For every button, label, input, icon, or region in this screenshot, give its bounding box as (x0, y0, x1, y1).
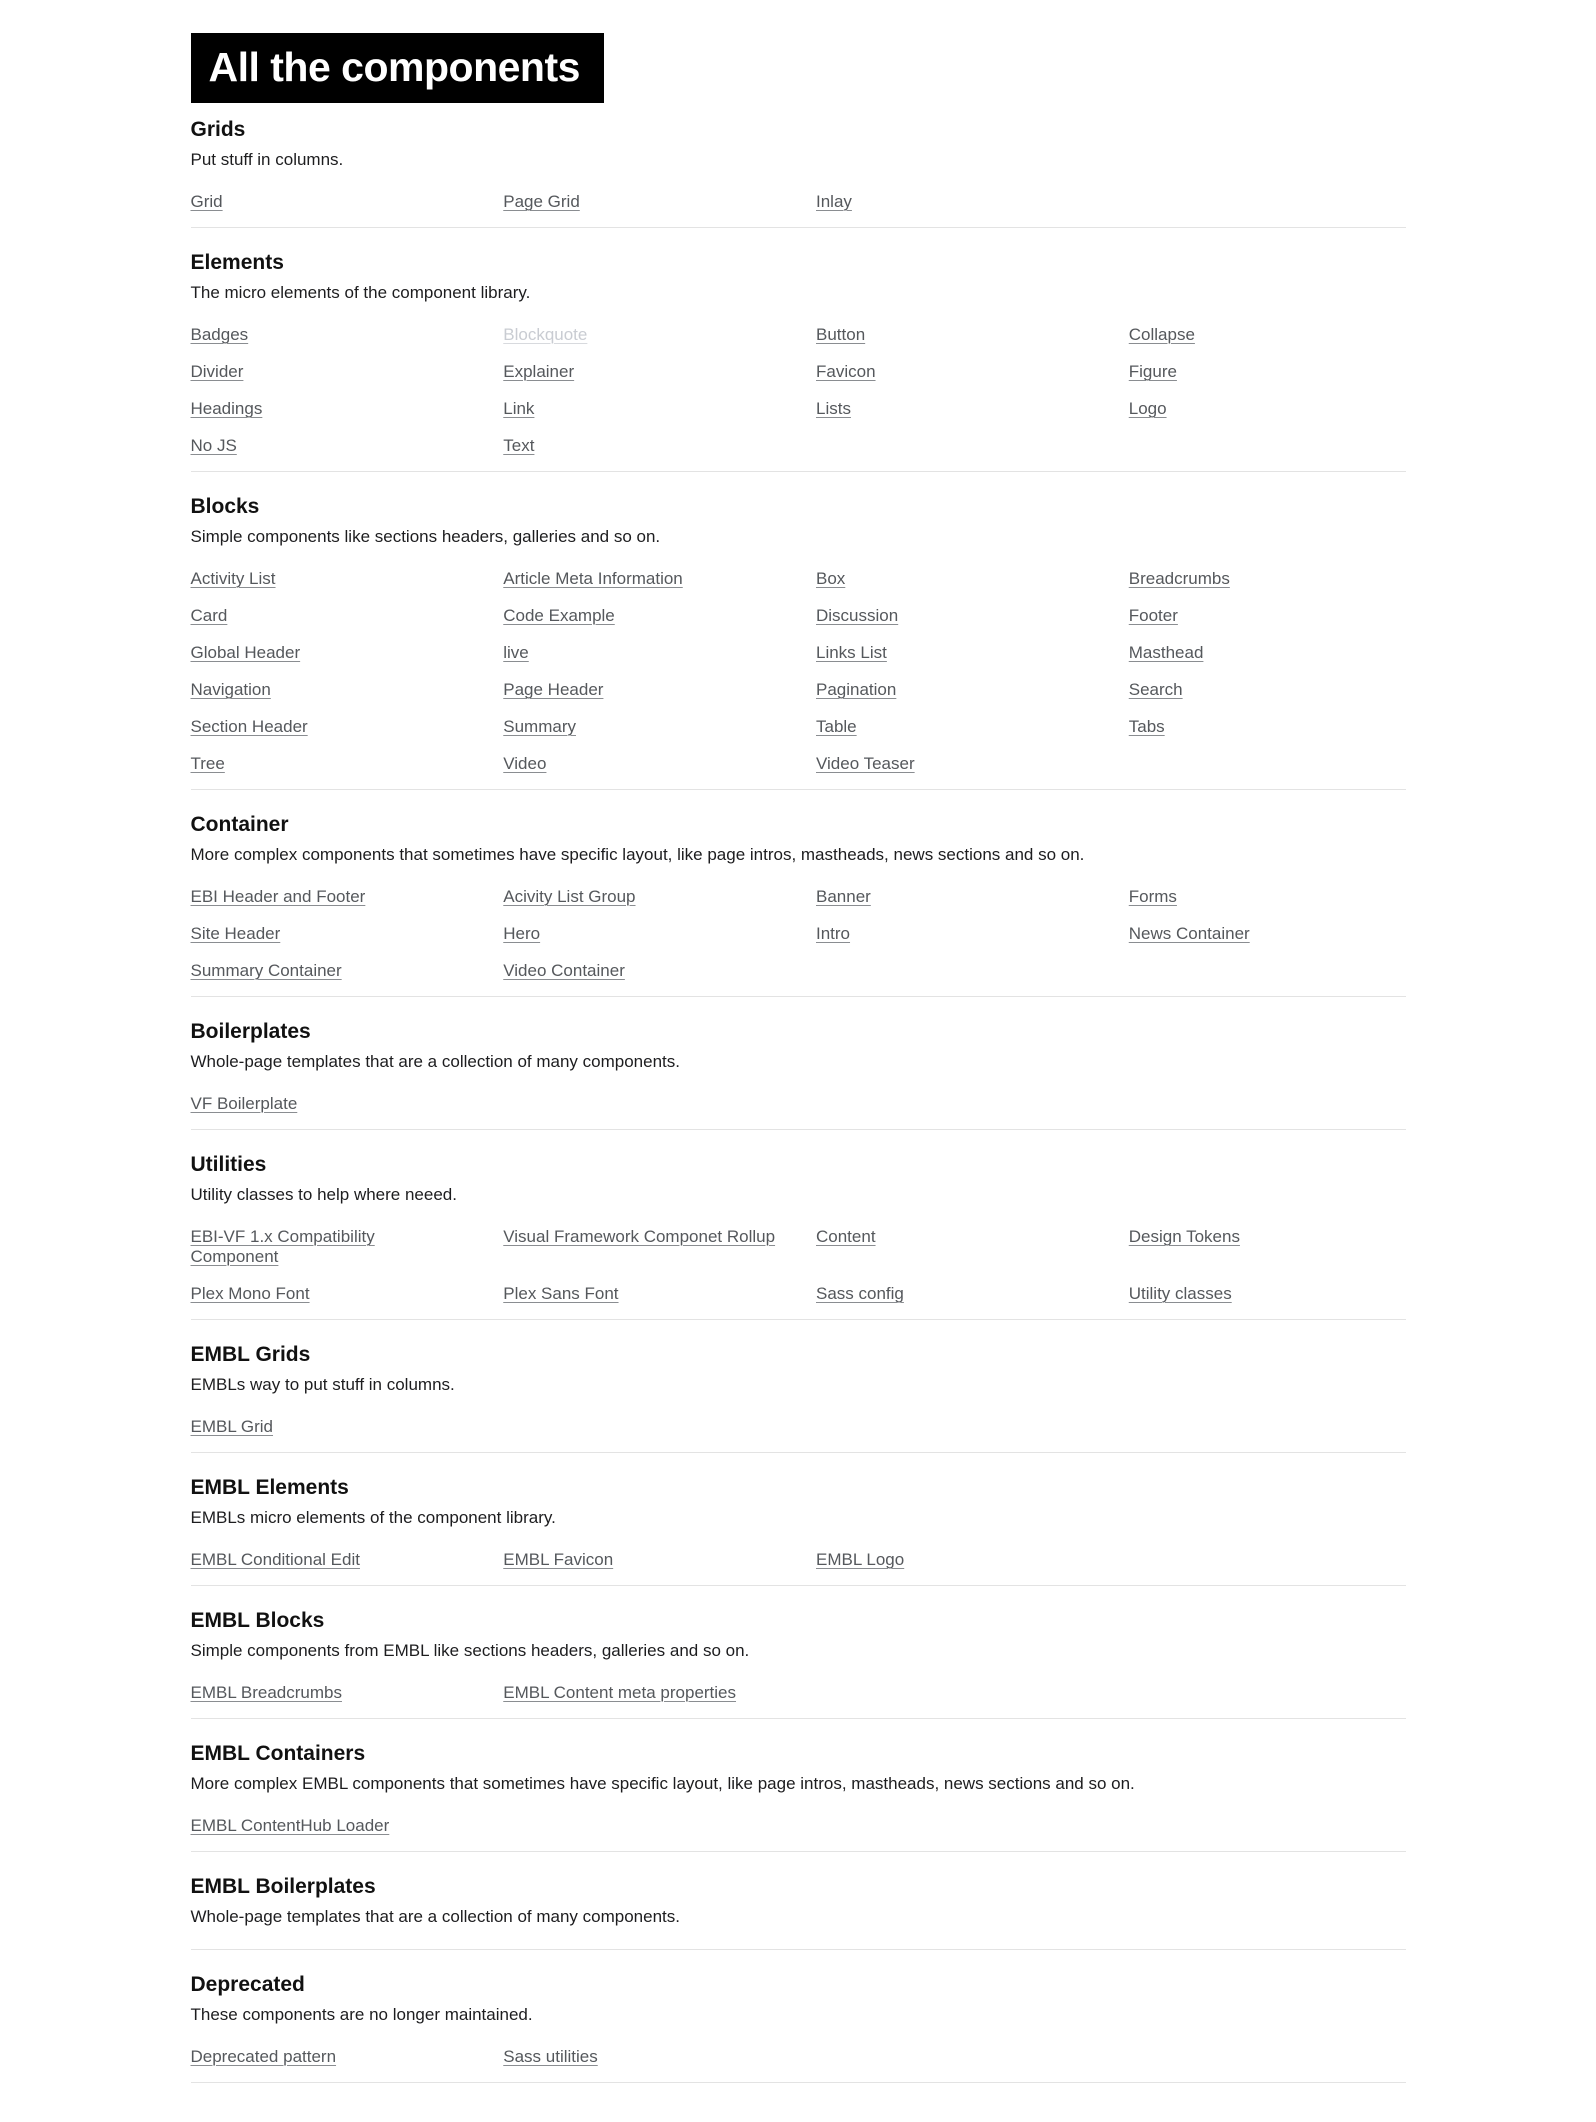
section-title: EMBL Containers (190, 1742, 366, 1765)
component-links (191, 325, 1406, 456)
component-link[interactable]: EBI Header and Footer (190, 887, 366, 906)
component-link[interactable]: Pagination (816, 680, 897, 699)
component-link[interactable]: Masthead (1128, 643, 1204, 662)
section-divider (191, 1319, 1406, 1320)
list-item (503, 362, 780, 382)
list-item (191, 754, 468, 774)
list-item (1129, 717, 1406, 737)
section-description: EMBLs way to put stuff in columns. (190, 1375, 455, 1394)
list-item (191, 1550, 468, 1570)
component-links (191, 569, 1406, 774)
section-divider (191, 1851, 1406, 1852)
list-item (1129, 362, 1406, 382)
list-item (191, 2047, 468, 2067)
component-link[interactable]: EBI-VF 1.x Compatibility Component (190, 1227, 375, 1266)
section-description: These components are no longer maintained. (190, 2005, 533, 2024)
component-link[interactable]: EMBL Favicon (503, 1550, 614, 1569)
component-link[interactable]: Button (816, 325, 866, 344)
section-divider (191, 471, 1406, 472)
component-link[interactable]: EMBL Logo (816, 1550, 905, 1569)
component-link[interactable]: Discussion (816, 606, 899, 625)
component-link[interactable]: EMBL Conditional Edit (190, 1550, 360, 1569)
list-item (503, 1683, 780, 1703)
list-item (191, 606, 468, 626)
component-links (191, 1227, 1406, 1304)
component-links (191, 887, 1406, 981)
list-item (503, 325, 780, 345)
section-divider (191, 227, 1406, 228)
list-item (816, 643, 1093, 663)
list-item (503, 1550, 780, 1570)
section-divider (191, 1718, 1406, 1719)
component-links (191, 1417, 1406, 1437)
component-link[interactable]: Logo (1128, 399, 1167, 418)
component-link[interactable]: live (503, 643, 529, 662)
list-item (816, 924, 1093, 944)
component-link[interactable]: Navigation (190, 680, 271, 699)
list-item (816, 717, 1093, 737)
component-link[interactable]: Video (503, 754, 547, 773)
list-item (191, 1094, 468, 1114)
component-link[interactable]: Page Header (503, 680, 604, 699)
list-item (1129, 399, 1406, 419)
list-item (191, 192, 468, 212)
section-description: More complex EMBL components that sometimes have specific layout, like page intros, mastheads, news sections and so on. (190, 1774, 1135, 1793)
list-item (191, 1284, 468, 1304)
section-description: Whole-page templates that are a collection of many components. (190, 1907, 680, 1926)
section-embl-elements (191, 1476, 1406, 1586)
list-item (816, 606, 1093, 626)
list-item (503, 569, 780, 589)
list-item (816, 754, 1093, 774)
component-link[interactable]: Badges (190, 325, 249, 344)
list-item (191, 1683, 468, 1703)
section-divider (191, 1949, 1406, 1950)
component-link[interactable]: Summary Container (190, 961, 342, 980)
component-link[interactable]: Figure (1128, 362, 1177, 381)
section-embl-boilerplates (191, 1875, 1406, 1950)
list-item (1129, 569, 1406, 589)
list-item (503, 754, 780, 774)
section-boilerplates (191, 1020, 1406, 1130)
list-item (816, 680, 1093, 700)
list-item (816, 362, 1093, 382)
component-link[interactable]: Acivity List Group (503, 887, 636, 906)
section-title: EMBL Elements (190, 1476, 349, 1499)
section-divider (191, 1129, 1406, 1130)
section-title: EMBL Blocks (190, 1609, 325, 1632)
page (191, 0, 1406, 2122)
section-title: Deprecated (190, 1973, 305, 1996)
list-item (816, 887, 1093, 907)
section-blocks (191, 495, 1406, 790)
component-link[interactable]: EMBL Breadcrumbs (190, 1683, 342, 1702)
component-link[interactable]: Site Header (190, 924, 281, 943)
section-embl-grids (191, 1343, 1406, 1453)
component-link[interactable]: Intro (816, 924, 851, 943)
list-item (503, 717, 780, 737)
list-item (191, 887, 468, 907)
component-link[interactable]: Video Container (503, 961, 625, 980)
list-item (191, 399, 468, 419)
section-divider (191, 789, 1406, 790)
component-link[interactable]: EMBL Grid (190, 1417, 274, 1436)
list-item (1129, 325, 1406, 345)
component-link[interactable]: Link (503, 399, 535, 418)
section-title: EMBL Boilerplates (190, 1875, 376, 1898)
section-divider (191, 1452, 1406, 1453)
section-description: Put stuff in columns. (190, 150, 344, 169)
component-link[interactable]: Activity List (190, 569, 276, 588)
list-item (816, 1227, 1093, 1267)
section-description: Simple components from EMBL like sections headers, galleries and so on. (190, 1641, 750, 1660)
section-title: EMBL Grids (190, 1343, 311, 1366)
list-item (503, 606, 780, 626)
component-link[interactable]: Headings (190, 399, 263, 418)
page-header (191, 33, 1406, 118)
component-link[interactable]: Text (503, 436, 535, 455)
component-link[interactable]: Forms (1128, 887, 1177, 906)
component-link[interactable]: Search (1128, 680, 1183, 699)
list-item (503, 643, 780, 663)
page-title: All the components (191, 33, 604, 103)
list-item (503, 192, 780, 212)
list-item (816, 192, 1093, 212)
component-link[interactable]: Explainer (503, 362, 575, 381)
section-divider (191, 996, 1406, 997)
component-link[interactable]: Tree (190, 754, 225, 773)
component-link[interactable]: Article Meta Information (503, 569, 683, 588)
list-item (503, 961, 780, 981)
section-deprecated (191, 1973, 1406, 2083)
list-item (1129, 643, 1406, 663)
section-description: The micro elements of the component library. (190, 283, 531, 302)
component-link[interactable]: Grid (190, 192, 223, 211)
list-item (816, 1550, 1093, 1570)
component-links (191, 1550, 1406, 1570)
list-item (1129, 606, 1406, 626)
component-link[interactable]: Deprecated pattern (190, 2047, 337, 2066)
section-grids (191, 118, 1406, 228)
section-utilities (191, 1153, 1406, 1320)
list-item (191, 717, 468, 737)
section-container (191, 813, 1406, 997)
section-title: Boilerplates (190, 1020, 311, 1043)
component-link[interactable]: Tabs (1128, 717, 1165, 736)
section-divider (191, 2082, 1406, 2083)
section-description: EMBLs micro elements of the component library. (190, 1508, 556, 1527)
component-link[interactable]: EMBL ContentHub Loader (190, 1816, 390, 1835)
component-link[interactable]: Content (816, 1227, 876, 1246)
component-link[interactable]: Video Teaser (816, 754, 915, 773)
component-links (191, 2047, 1406, 2067)
component-index (191, 118, 1406, 2083)
component-link[interactable]: Collapse (1128, 325, 1195, 344)
list-item (191, 643, 468, 663)
list-item (503, 887, 780, 907)
section-title: Utilities (190, 1153, 267, 1176)
list-item (816, 569, 1093, 589)
component-link[interactable]: Page Grid (503, 192, 580, 211)
list-item (816, 399, 1093, 419)
component-links (191, 1094, 1406, 1114)
list-item (816, 325, 1093, 345)
list-item (191, 1417, 468, 1437)
component-link[interactable]: Summary (503, 717, 576, 736)
list-item (191, 325, 468, 345)
list-item (191, 436, 468, 456)
list-item (503, 680, 780, 700)
component-link[interactable]: No JS (190, 436, 237, 455)
component-link: Blockquote (503, 325, 588, 344)
list-item (503, 1227, 780, 1267)
section-title: Blocks (190, 495, 260, 518)
section-description: More complex components that sometimes have specific layout, like page intros, mastheads, news sections and so on. (190, 845, 1085, 864)
component-link[interactable]: Breadcrumbs (1128, 569, 1230, 588)
component-link[interactable]: Plex Sans Font (503, 1284, 619, 1303)
component-link[interactable]: News Container (1128, 924, 1250, 943)
component-links (191, 1683, 1406, 1703)
component-link[interactable]: Hero (503, 924, 541, 943)
section-description: Utility classes to help where neeed. (190, 1185, 457, 1204)
list-item (816, 1284, 1093, 1304)
component-link[interactable]: Section Header (190, 717, 308, 736)
component-link[interactable]: Footer (1128, 606, 1178, 625)
component-link[interactable]: Divider (190, 362, 244, 381)
list-item (503, 1284, 780, 1304)
list-item (191, 924, 468, 944)
component-link[interactable]: Utility classes (1128, 1284, 1232, 1303)
component-link[interactable]: Favicon (816, 362, 876, 381)
component-link[interactable]: Visual Framework Componet Rollup (503, 1227, 776, 1246)
section-embl-blocks (191, 1609, 1406, 1719)
section-description: Whole-page templates that are a collection of many components. (190, 1052, 680, 1071)
component-link[interactable]: EMBL Content meta properties (503, 1683, 737, 1702)
component-link[interactable]: Sass config (816, 1284, 904, 1303)
list-item (191, 569, 468, 589)
component-link[interactable]: Global Header (190, 643, 301, 662)
section-title: Elements (190, 251, 284, 274)
list-item (1129, 680, 1406, 700)
component-link[interactable]: Lists (816, 399, 851, 418)
section-embl-containers (191, 1742, 1406, 1852)
component-link[interactable]: Card (190, 606, 228, 625)
list-item (191, 680, 468, 700)
section-title: Container (190, 813, 289, 836)
section-elements (191, 251, 1406, 472)
component-links (191, 1816, 1406, 1836)
list-item (191, 1816, 468, 1836)
component-link[interactable]: Table (816, 717, 857, 736)
component-link[interactable]: Design Tokens (1128, 1227, 1240, 1246)
list-item (191, 1227, 468, 1267)
section-divider (191, 1585, 1406, 1586)
section-description: Simple components like sections headers, galleries and so on. (190, 527, 661, 546)
component-link[interactable]: Inlay (816, 192, 852, 211)
component-link[interactable]: VF Boilerplate (190, 1094, 298, 1113)
list-item (191, 362, 468, 382)
list-item (503, 924, 780, 944)
component-link[interactable]: Banner (816, 887, 871, 906)
list-item (503, 436, 780, 456)
component-link[interactable]: Box (816, 569, 846, 588)
component-link[interactable]: Links List (816, 643, 887, 662)
component-links (191, 192, 1406, 212)
list-item (191, 961, 468, 981)
list-item (1129, 924, 1406, 944)
list-item (503, 399, 780, 419)
component-link[interactable]: Plex Mono Font (190, 1284, 310, 1303)
component-link[interactable]: Sass utilities (503, 2047, 598, 2066)
list-item (503, 2047, 780, 2067)
list-item (1129, 1284, 1406, 1304)
component-link[interactable]: Code Example (503, 606, 615, 625)
list-item (1129, 887, 1406, 907)
list-item (1129, 1227, 1406, 1267)
section-title: Grids (190, 118, 246, 141)
